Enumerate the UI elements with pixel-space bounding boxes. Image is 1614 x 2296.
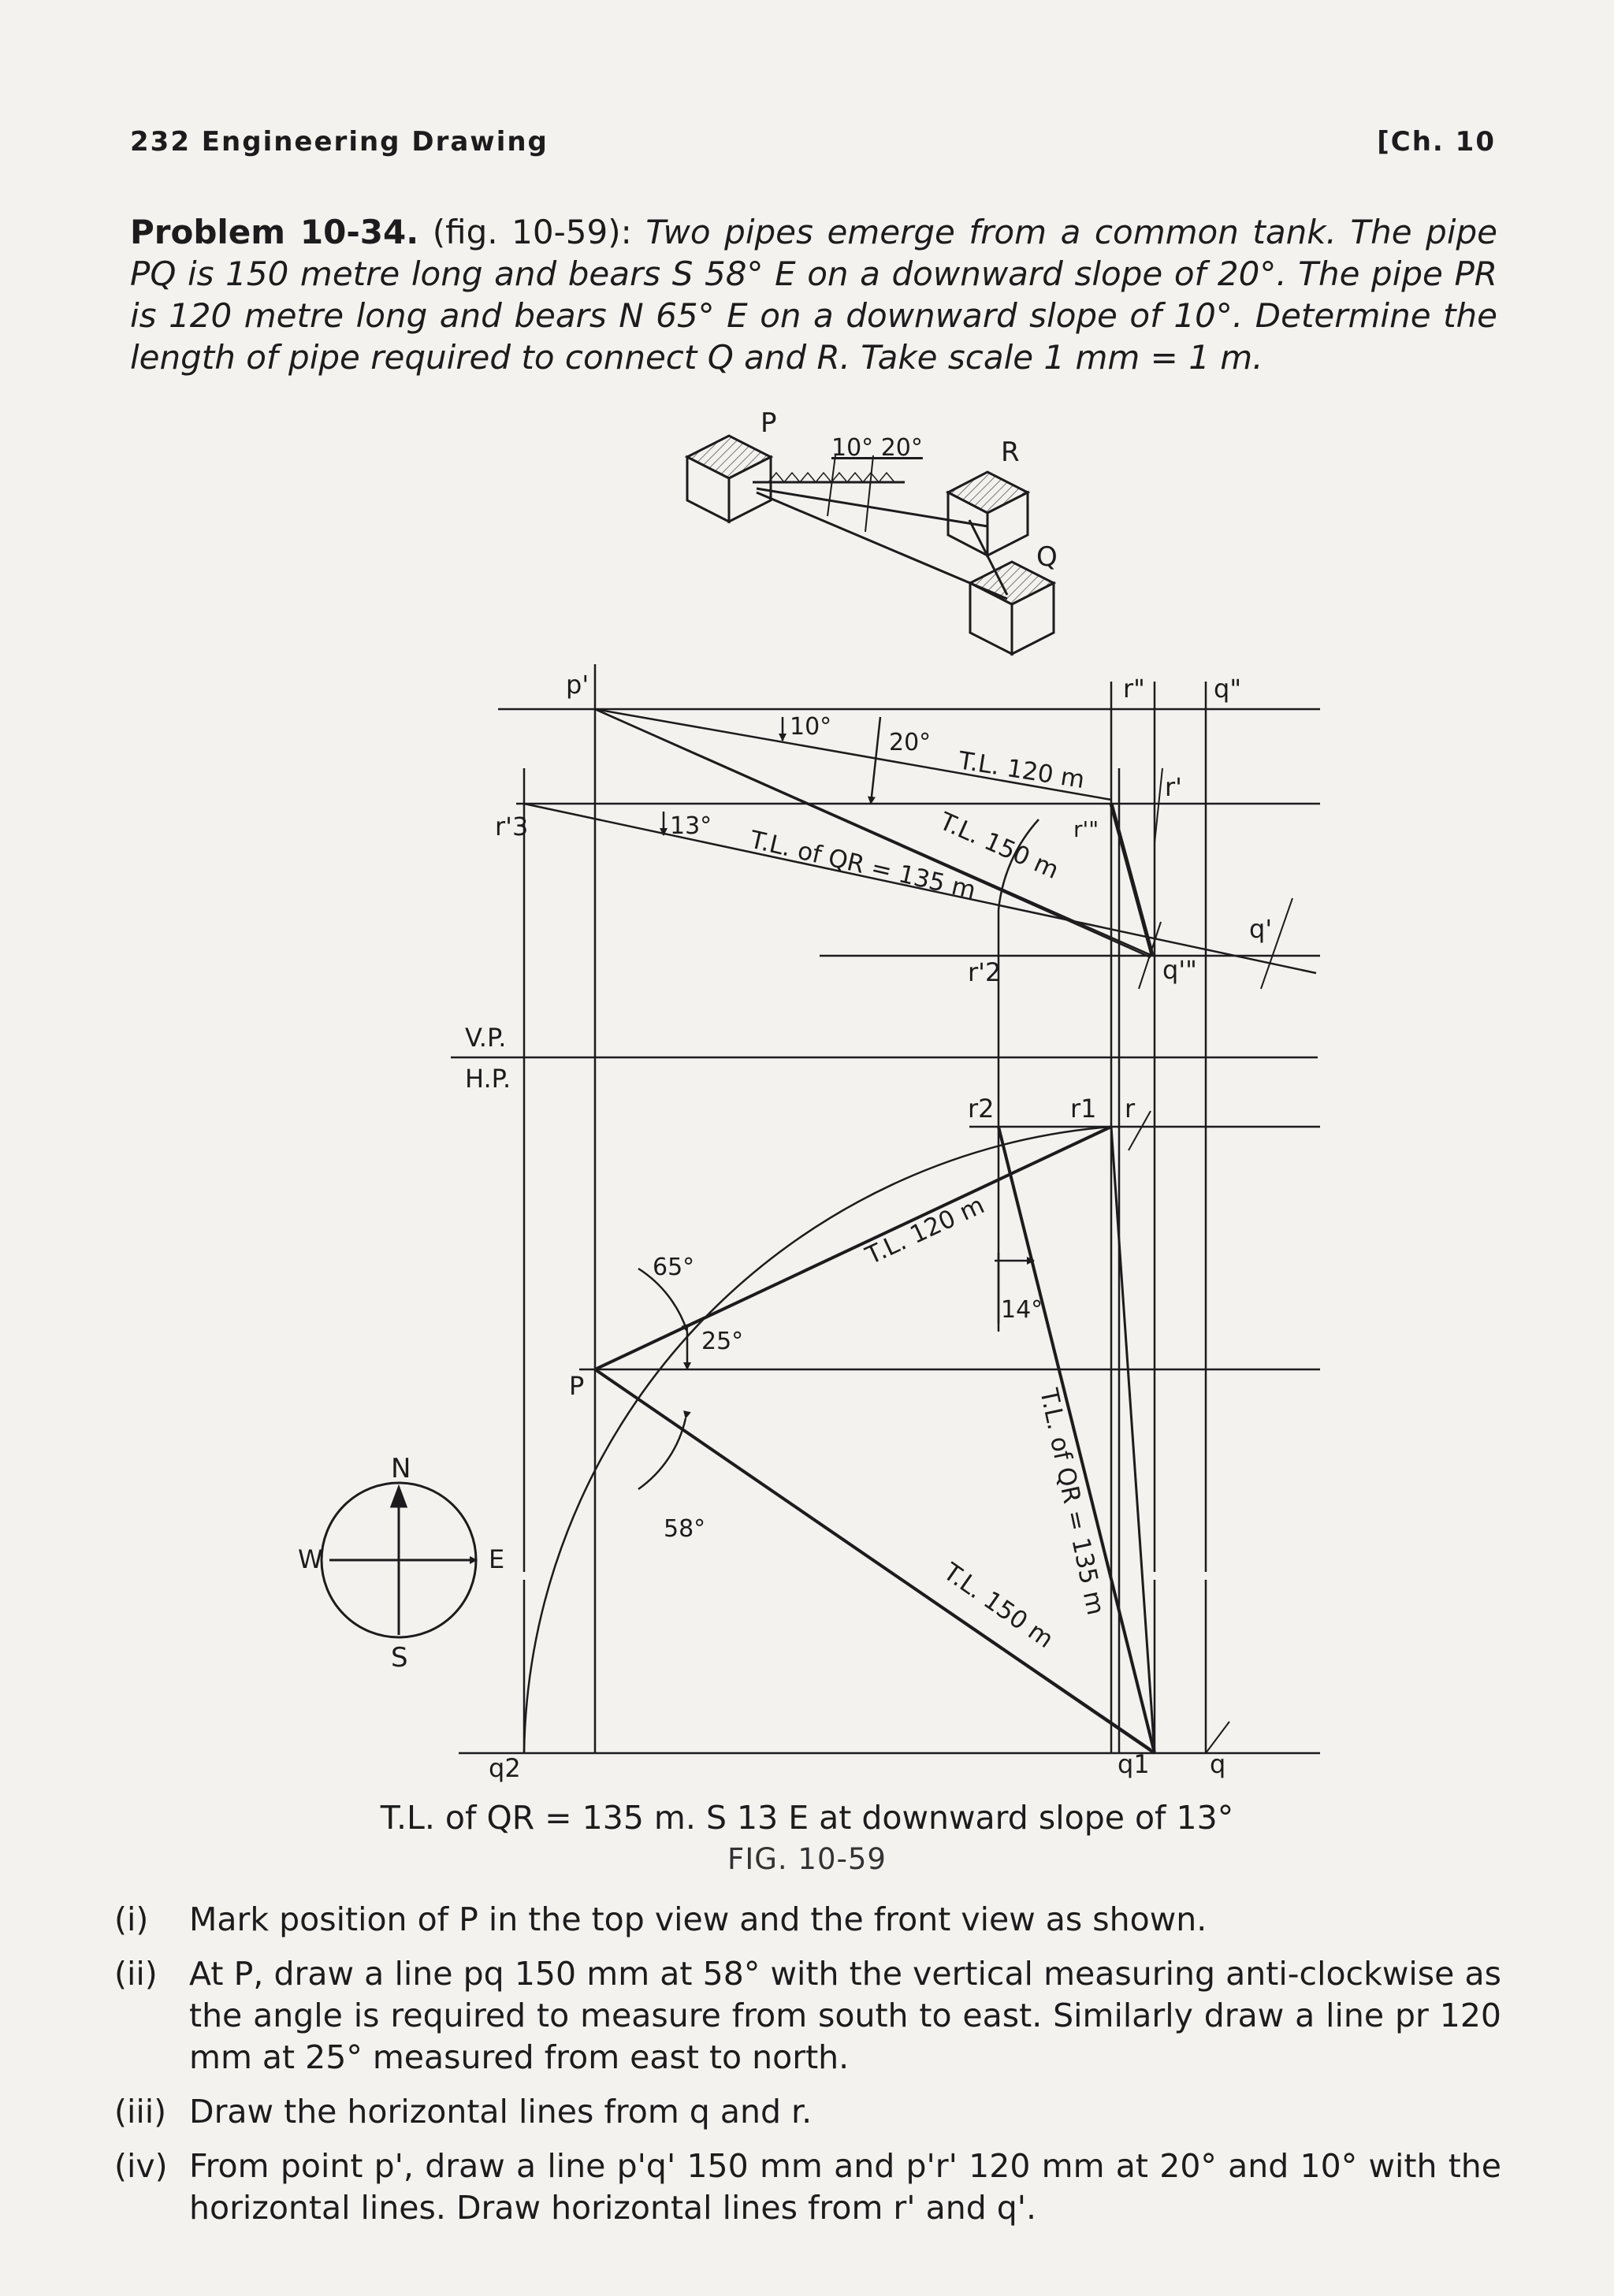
tl-qr-front: T.L. of QR = 135 m	[747, 825, 979, 905]
step-text: At P, draw a line pq 150 mm at 58° with the vertical measuring anti-clockwise as the angle is required to measure from south to east. Similarly draw a line pr 120 mm at 25° measured from east to north.	[189, 1955, 1501, 2076]
step-number: (iv)	[114, 2147, 168, 2185]
label-p-prime: p'	[566, 670, 589, 700]
compass-south-label: S	[391, 1642, 408, 1674]
pictorial-view	[687, 436, 1054, 654]
construction-lines	[451, 664, 1320, 1753]
label-r-prime: r'	[1165, 772, 1182, 802]
pictorial-label-q: Q	[1036, 541, 1058, 573]
compass-north-label: N	[391, 1453, 411, 1484]
angle-13: 13°	[670, 812, 712, 840]
label-q2: q2	[489, 1753, 521, 1783]
label-q: q	[1210, 1749, 1226, 1779]
page-number-title: 232 Engineering Drawing	[130, 126, 549, 158]
label-hp: H.P.	[465, 1064, 511, 1094]
label-q1: q1	[1118, 1749, 1150, 1779]
label-r-tprime: r'"	[1073, 816, 1099, 842]
angle-tick-20	[865, 455, 873, 532]
tank-cube-q	[970, 562, 1054, 654]
tl-150-top: T.L. 150 m	[938, 1558, 1059, 1655]
tl-qr-top: T.L. of QR = 135 m	[1034, 1386, 1110, 1618]
pictorial-angles: 10° 20°	[831, 434, 923, 462]
tl-120-top: T.L. 120 m	[861, 1191, 989, 1271]
label-r2-prime: r'2	[968, 957, 1002, 987]
step-text: From point p', draw a line p'q' 150 mm and p'r' 120 mm at 20° and 10° with the horizontal lines. Draw horizontal lines from r' and q'.	[189, 2147, 1501, 2227]
angle-65: 65°	[653, 1254, 695, 1281]
tl-150-front: T.L. 150 m	[935, 807, 1063, 885]
figure-caption: T.L. of QR = 135 m. S 13 E at downward slope of 13°	[380, 1799, 1234, 1837]
tank-cube-p	[687, 436, 771, 522]
compass-rose	[322, 1483, 477, 1637]
solution-steps	[114, 1899, 1501, 2242]
label-r1: r1	[1070, 1094, 1097, 1124]
label-P: P	[569, 1371, 585, 1401]
step-text: Draw the horizontal lines from q and r.	[189, 2093, 813, 2131]
pictorial-label-p: P	[761, 407, 777, 439]
label-q-dprime: q"	[1214, 674, 1242, 704]
angle-tick-10	[827, 455, 835, 516]
tank-cube-r	[948, 472, 1028, 555]
label-q-tprime: q'"	[1162, 955, 1197, 985]
compass-east-label: E	[489, 1544, 505, 1574]
pictorial-label-r: R	[1001, 437, 1020, 468]
angle-58: 58°	[664, 1515, 706, 1543]
figure-label: FIG. 10-59	[727, 1842, 887, 1876]
step-text: Mark position of P in the top view and the front view as shown.	[189, 1900, 1207, 1938]
problem-number: Problem 10-34.	[130, 213, 419, 251]
label-r: r	[1125, 1094, 1136, 1124]
step-number: (i)	[114, 1900, 149, 1938]
compass-west-label: W	[298, 1544, 323, 1574]
label-q-prime: q'	[1249, 914, 1273, 944]
length-labels	[746, 746, 1110, 1654]
step-item	[114, 1899, 1501, 1941]
chapter-label: [Ch. 10	[1377, 126, 1496, 158]
label-vp: V.P.	[465, 1023, 507, 1053]
angle-25: 25°	[701, 1328, 744, 1355]
step-item	[114, 1953, 1501, 2079]
step-number: (ii)	[114, 1955, 158, 1993]
problem-text: Two pipes emerge from a common tank. The pipe PQ is 150 metre long and bears S 58° E on a downward slope of 20°. The pipe PR is 120 metre long and bears N 65° E on a downward slope of 10°. Determine the length of pipe required to connect Q and R. Take scale 1 mm = 1 m.	[130, 213, 1497, 377]
angle-10: 10°	[790, 713, 832, 741]
step-item	[114, 2091, 1501, 2133]
label-r-dprime: r"	[1123, 674, 1145, 704]
tl-120-front: T.L. 120 m	[956, 746, 1087, 795]
angle-14: 14°	[1001, 1296, 1043, 1324]
label-r2: r2	[968, 1094, 995, 1124]
step-number: (iii)	[114, 2093, 167, 2131]
point-labels	[465, 670, 1272, 1783]
step-item	[114, 2146, 1501, 2229]
label-r3-prime: r'3	[495, 812, 529, 841]
angle-20: 20°	[889, 729, 932, 756]
figure-reference: (fig. 10-59):	[418, 213, 646, 251]
